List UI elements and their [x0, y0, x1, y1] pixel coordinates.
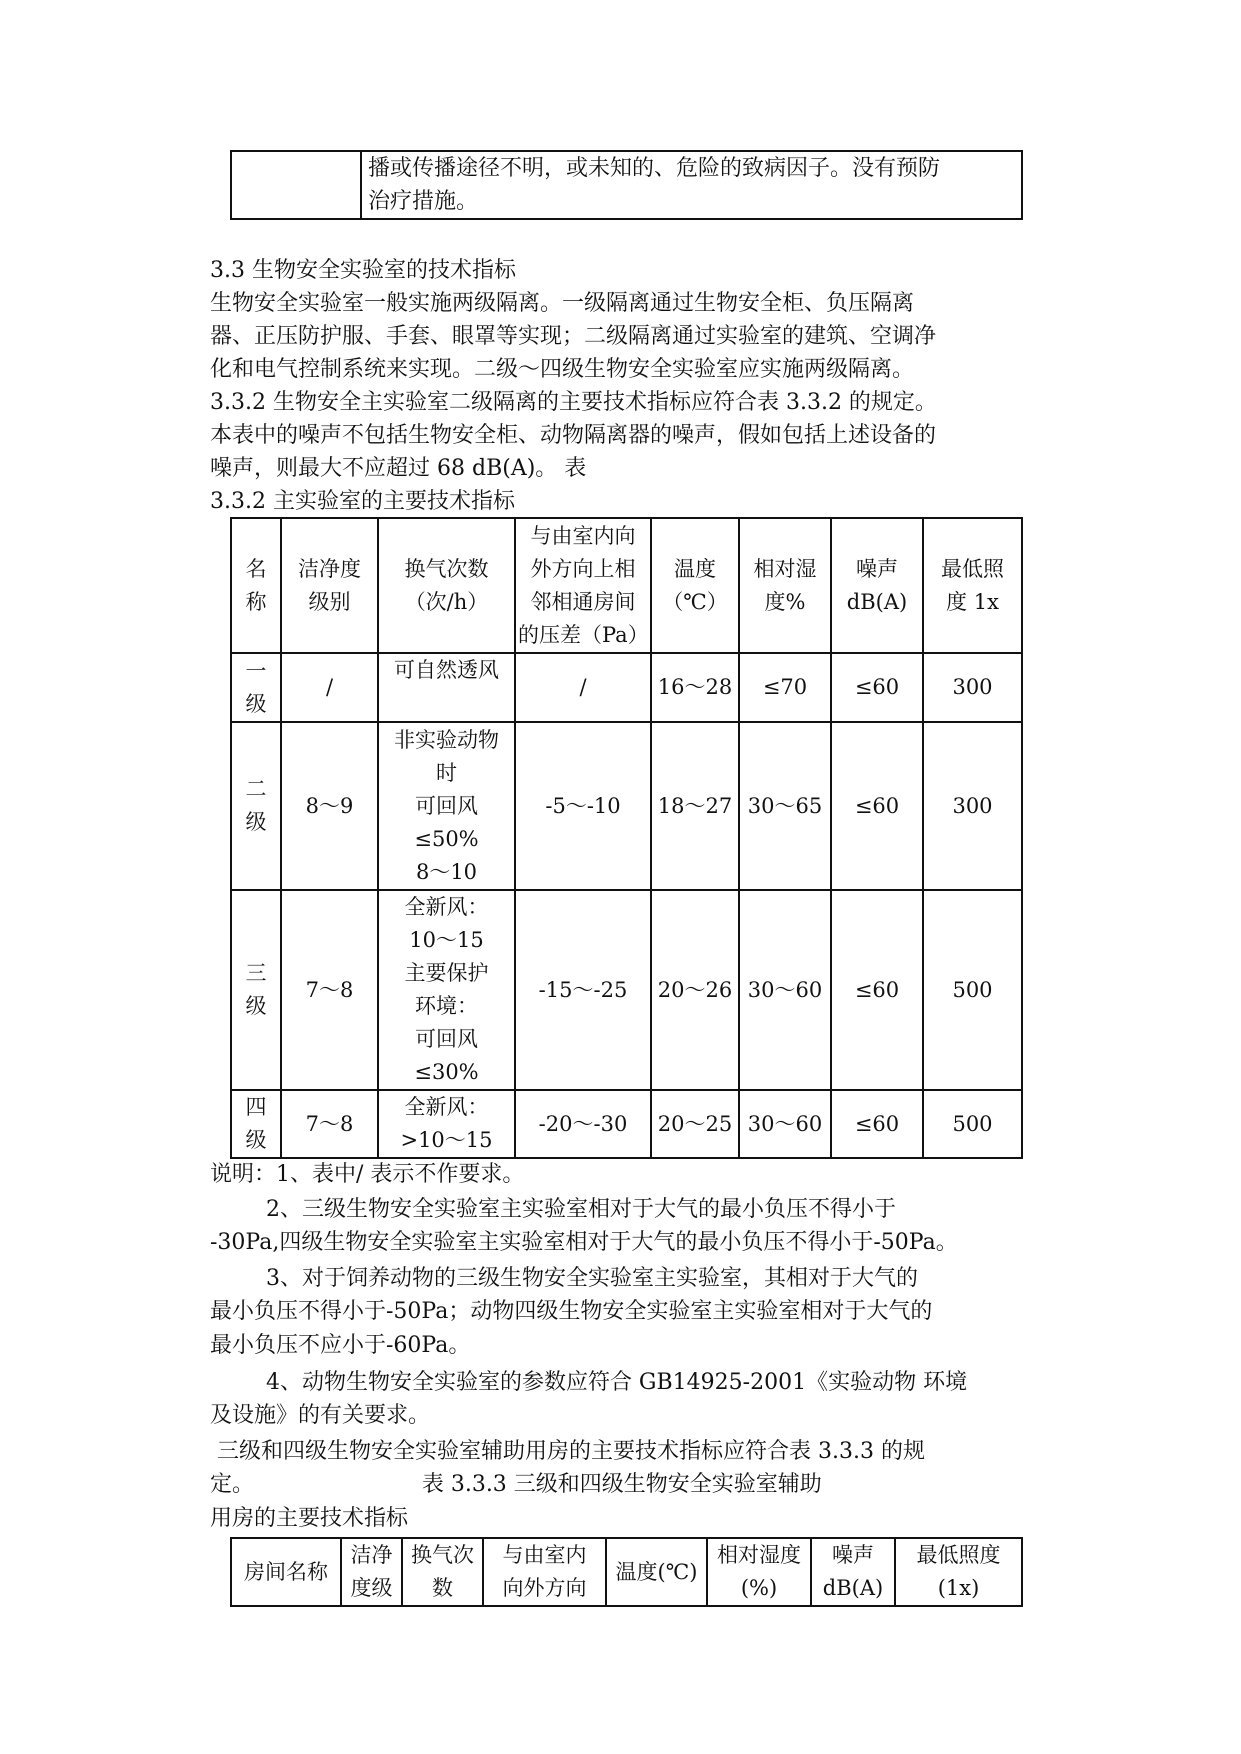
header-line: 数	[432, 1576, 453, 1600]
cell-humidity: ≤70	[739, 653, 831, 722]
paragraph-line: 三级和四级生物安全实验室辅助用房的主要技术指标应符合表 3.3.3 的规	[210, 1439, 925, 1464]
table-row	[231, 151, 1022, 219]
cell-line: 非实验动物	[394, 727, 499, 752]
cell-line: 级	[245, 994, 267, 1018]
header-cell-humidity	[707, 1538, 811, 1606]
header-line: 称	[245, 589, 267, 614]
table-header-row	[231, 518, 1022, 653]
header-cell-air-changes	[402, 1538, 483, 1606]
cell-line: 治疗措施。	[368, 189, 479, 214]
paragraph-line: 器、正压防护服、手套、眼罩等实现；二级隔离通过实验室的建筑、空调净	[210, 324, 937, 349]
cell-name	[231, 890, 281, 1090]
paragraph-line: 化和电气控制系统来实现。二级～四级生物安全实验室应实施两级隔离。	[210, 357, 915, 382]
note-line: 2、三级生物安全实验室主实验室相对于大气的最小负压不得小于	[210, 1197, 896, 1222]
table-caption: 3.3.2 主实验室的主要技术指标	[210, 489, 515, 514]
header-line: dB(A)	[822, 1576, 884, 1600]
header-line: 换气次数	[404, 556, 489, 581]
table-row	[231, 722, 1022, 890]
table-row	[231, 890, 1022, 1090]
cell-temperature: 18～27	[651, 722, 739, 890]
header-line: 与由室内	[502, 1543, 587, 1567]
cell-air-changes	[378, 890, 515, 1090]
cell-line: ≤30%	[414, 1060, 479, 1084]
header-cell-illuminance	[895, 1538, 1022, 1606]
cell-line: ≤50%	[414, 826, 479, 851]
paragraph-line: 生物安全实验室一般实施两级隔离。一级隔离通过生物安全柜、负压隔离	[210, 291, 915, 316]
header-cell-illuminance	[923, 518, 1022, 653]
paragraph-line: 本表中的噪声不包括生物安全柜、动物隔离器的噪声，假如包括上述设备的	[210, 423, 937, 448]
note-line: 说明：1、表中/ 表示不作要求。	[210, 1162, 525, 1187]
section-title: 3.3 生物安全实验室的技术指标	[210, 258, 516, 283]
cell-line: 主要保护	[404, 961, 489, 985]
header-cell-room-name: 房间名称	[231, 1538, 341, 1606]
header-line: 噪声	[856, 556, 898, 581]
cell-line: 级	[245, 1128, 267, 1152]
cell-name	[231, 722, 281, 890]
cell-air-changes	[378, 722, 515, 890]
cell-name	[231, 1090, 281, 1158]
cell-line: 一	[245, 658, 267, 683]
note-line: 及设施》的有关要求。	[210, 1403, 431, 1428]
cell-line: 级	[245, 810, 267, 834]
header-line: (%)	[740, 1576, 778, 1600]
header-line: 度级	[350, 1576, 393, 1600]
cell-illuminance: 500	[923, 890, 1022, 1090]
header-line: (1x)	[937, 1576, 980, 1600]
cell-humidity: 30～65	[739, 722, 831, 890]
cell-line: 级	[245, 691, 267, 716]
header-cell-pressure	[515, 518, 651, 653]
header-line: 相对湿度	[717, 1543, 801, 1567]
cell-line: 可回风	[415, 1027, 478, 1051]
cell-noise: ≤60	[831, 1090, 923, 1158]
table-header-row	[231, 1538, 1022, 1606]
note-line: 最小负压不得小于-50Pa；动物四级生物安全实验室主实验室相对于大气的	[210, 1299, 933, 1324]
paragraph-line: 3.3.2 生物安全主实验室二级隔离的主要技术指标应符合表 3.3.2 的规定。	[210, 390, 937, 415]
cell-humidity: 30～60	[739, 1090, 831, 1158]
header-line: 洁净	[350, 1543, 393, 1567]
cell-noise: ≤60	[831, 890, 923, 1090]
top-table	[230, 150, 1023, 220]
header-line: 噪声	[832, 1543, 874, 1567]
cell-cleanliness: /	[281, 653, 378, 722]
header-line: 度%	[764, 589, 806, 614]
cell-cleanliness: 7～8	[281, 1090, 378, 1158]
cell-illuminance: 300	[923, 653, 1022, 722]
header-line: 换气次	[411, 1543, 474, 1567]
cell-temperature: 20～25	[651, 1090, 739, 1158]
header-cell-cleanliness	[341, 1538, 402, 1606]
table-row	[231, 653, 1022, 722]
header-line: 最低照度	[916, 1543, 1001, 1567]
header-line: 相对湿	[753, 556, 817, 581]
header-line: 最低照	[941, 556, 1004, 581]
note-line: 4、动物生物安全实验室的参数应符合 GB14925-2001《实验动物 环境	[210, 1370, 968, 1395]
header-cell-noise	[811, 1538, 895, 1606]
header-line: 温度	[674, 556, 716, 581]
header-line: （次/h）	[404, 589, 489, 614]
header-cell-name	[231, 518, 281, 653]
note-line: 最小负压不应小于-60Pa。	[210, 1333, 471, 1358]
cell-line: 8～10	[415, 859, 478, 884]
note-line: -30Pa,四级生物安全实验室主实验室相对于大气的最小负压不得小于-50Pa。	[210, 1230, 958, 1255]
table-333	[230, 1537, 1023, 1607]
table-cell	[361, 151, 1022, 219]
cell-line: 全新风：	[404, 1095, 489, 1119]
cell-line: 可自然透风	[394, 658, 499, 682]
header-cell-noise	[831, 518, 923, 653]
header-cell-temperature	[651, 518, 739, 653]
cell-pressure: -20～-30	[515, 1090, 651, 1158]
table-cell	[231, 151, 361, 219]
cell-pressure: -15～-25	[515, 890, 651, 1090]
cell-air-changes	[378, 1090, 515, 1158]
cell-humidity: 30～60	[739, 890, 831, 1090]
header-cell-pressure	[483, 1538, 606, 1606]
cell-line: 可回风	[415, 793, 478, 818]
paragraph-line: 噪声，则最大不应超过 68 dB(A)。 表	[210, 456, 587, 481]
cell-cleanliness: 8～9	[281, 722, 378, 890]
header-line: 级别	[308, 589, 351, 614]
header-cell-humidity	[739, 518, 831, 653]
table-332	[230, 517, 1023, 1159]
header-line: 洁净度	[298, 556, 361, 581]
cell-line: 全新风：	[404, 895, 489, 919]
note-line: 3、对于饲养动物的三级生物安全实验室主实验室，其相对于大气的	[210, 1266, 918, 1291]
table-caption: 用房的主要技术指标	[210, 1506, 409, 1531]
cell-illuminance: 500	[923, 1090, 1022, 1158]
header-line: 的压差（Pa）	[518, 622, 649, 647]
cell-line: 时	[436, 760, 457, 785]
cell-illuminance: 300	[923, 722, 1022, 890]
cell-line: 播或传播途径不明，或未知的、危险的致病因子。没有预防	[368, 156, 941, 181]
cell-line: 三	[245, 961, 267, 985]
header-line: 名	[245, 556, 267, 581]
header-cell-cleanliness	[281, 518, 378, 653]
cell-line: 二	[245, 777, 267, 801]
header-line: 与由室内向	[530, 523, 636, 548]
cell-line: 四	[245, 1095, 267, 1119]
header-line: 外方向上相	[530, 556, 636, 581]
header-cell-temperature: 温度(℃)	[606, 1538, 707, 1606]
paragraph-line: 定。 表 3.3.3 三级和四级生物安全实验室辅助	[210, 1472, 822, 1497]
cell-line: 环境：	[415, 994, 478, 1018]
header-line: 邻相通房间	[530, 589, 636, 614]
cell-pressure: /	[515, 653, 651, 722]
header-line: （℃）	[662, 589, 728, 614]
cell-temperature: 16～28	[651, 653, 739, 722]
header-line: 度 1x	[946, 589, 999, 614]
header-line: 向外方向	[502, 1576, 587, 1600]
cell-temperature: 20～26	[651, 890, 739, 1090]
cell-line: >10～15	[400, 1128, 493, 1152]
header-line: dB(A)	[846, 589, 908, 614]
header-cell-air-changes	[378, 518, 515, 653]
cell-name	[231, 653, 281, 722]
cell-air-changes	[378, 653, 515, 722]
cell-cleanliness: 7～8	[281, 890, 378, 1090]
table-row	[231, 1090, 1022, 1158]
cell-noise: ≤60	[831, 653, 923, 722]
cell-line: 10～15	[409, 928, 484, 952]
cell-noise: ≤60	[831, 722, 923, 890]
cell-pressure: -5～-10	[515, 722, 651, 890]
